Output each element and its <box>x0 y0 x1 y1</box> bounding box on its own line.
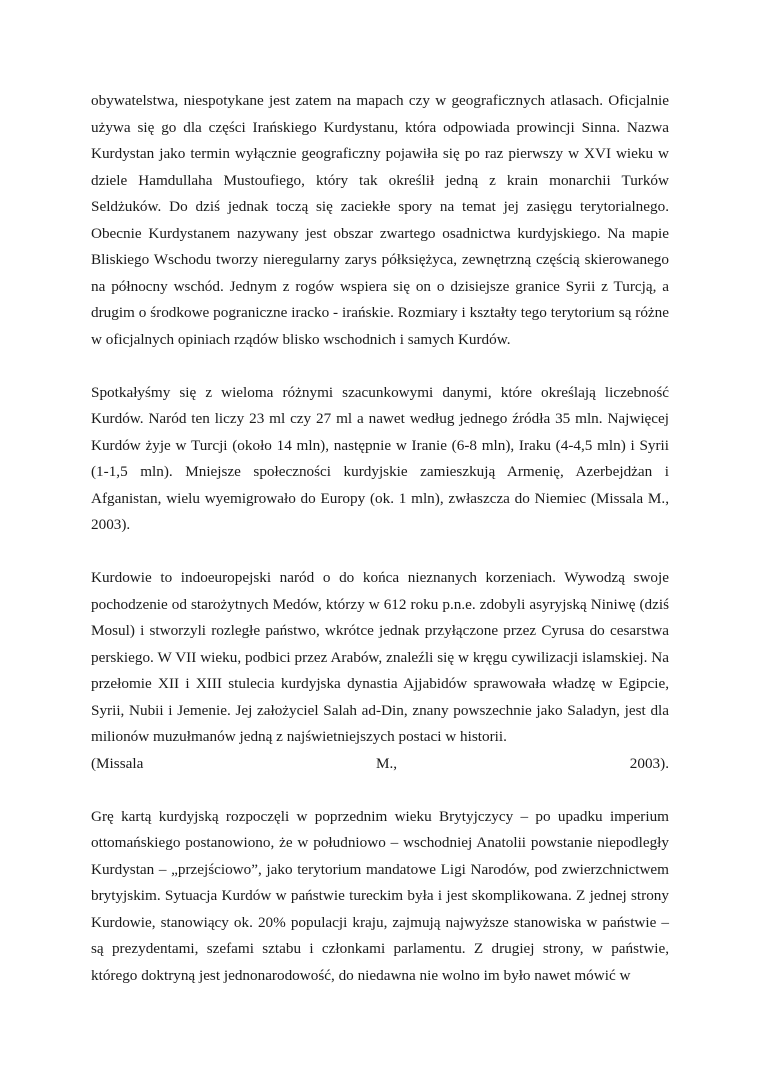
paragraph-british: Grę kartą kurdyjską rozpoczęli w poprzednim wieku Brytyjczycy – po upadku imperium ottomańskiego postanowiono, że w południowo – wschodniej Anatolii powstanie niepodległy Kurdystan – „przejściowo”, jako terytorium mandatowe Ligi Narodów, pod zwierzchnictwem brytyjskim. Sytuacja Kurdów w państwie tureckim była i jest skomplikowana. Z jednej strony Kurdowie, stanowiący ok. 20% populacji kraju, zajmują najwyższe stanowiska w państwie – są prezydentami, szefami sztabu i członkami parlamentu. Z drugiej strony, w państwie, którego doktryną jest jednonarodowość, do niedawna nie wolno im było nawet mówić w <box>91 807 669 984</box>
citation-year: 2003). <box>629 754 669 772</box>
paragraph-population: Spotkałyśmy się z wieloma różnymi szacunkowymi danymi, które określają liczebność Kurdów. Naród ten liczy 23 ml czy 27 ml a nawet według jednego źródła 35 mln. Najwięcej Kurdów żyje w Turcji (około 14 mln), następnie w Iranie (6-8 mln), Iraku (4-4,5 mln) i Syrii (1-1,5 mln). Mniejsze społeczności kurdyjskie zamieszkują Armenię, Azerbejdżan i Afganistan, wielu wyemigrowało do Europy (ok. 1 mln), zwłaszcza do Niemiec (Missala M., 2003). <box>91 383 669 533</box>
citation-open: (Missala <box>91 754 144 772</box>
paragraph-history-text: Kurdowie to indoeuropejski naród o do końca nieznanych korzeniach. Wywodzą swoje pochodzenie od starożytnych Medów, którzy w 612 roku p.n.e. zdobyli asyryjską Niniwę (dziś Mosul) i stworzyli rozległe państwo, wkrótce jednak przyłączone przez Cyrusa do cesarstwa perskiego. W VII wieku, podbici przez Arabów, znaleźli się w kręgu cywilizacji islamskiej. Na przełomie XII i XIII stulecia kurdyjska dynastia Ajjabidów sprawowała władzę w Egipcie, Syrii, Nubii i Jemenie. Jej założyciel Salah ad-Din, znany powszechnie jako Saladyn, jest dla milionów muzułmanów jedną z najświetniejszych postaci w historii. <box>91 569 669 745</box>
citation-author: M., <box>375 754 398 772</box>
paragraph-history <box>91 565 669 777</box>
document-page <box>91 88 669 989</box>
citation-line <box>91 751 669 778</box>
paragraph-kurdistan-name: obywatelstwa, niespotykane jest zatem na mapach czy w geograficznych atlasach. Oficjalnie używa się go dla części Irańskiego Kurdystanu, która odpowiada prowincji Sinna. Nazwa Kurdystan jako termin wyłącznie geograficzny pojawiła się po raz pierwszy w XVI wieku w dziele Hamdullaha Mustoufiego, który tak określił jedną z krain monarchii Turków Seldżuków. Do dziś jednak toczą się zaciekłe spory na temat jej zasięgu terytorialnego. Obecnie Kurdystanem nazywany jest obszar zwartego osadnictwa kurdyjskiego. Na mapie Bliskiego Wschodu tworzy nieregularny zarys półksiężyca, zewnętrzną częścią skierowanego na północny wschód. Jednym z rogów wspiera się on o dzisiejsze granice Syrii z Turcją, a drugim o środkowe pograniczne iracko - irańskie. Rozmiary i kształty tego terytorium są różne w oficjalnych opiniach rządów blisko wschodnich i samych Kurdów. <box>91 92 669 348</box>
